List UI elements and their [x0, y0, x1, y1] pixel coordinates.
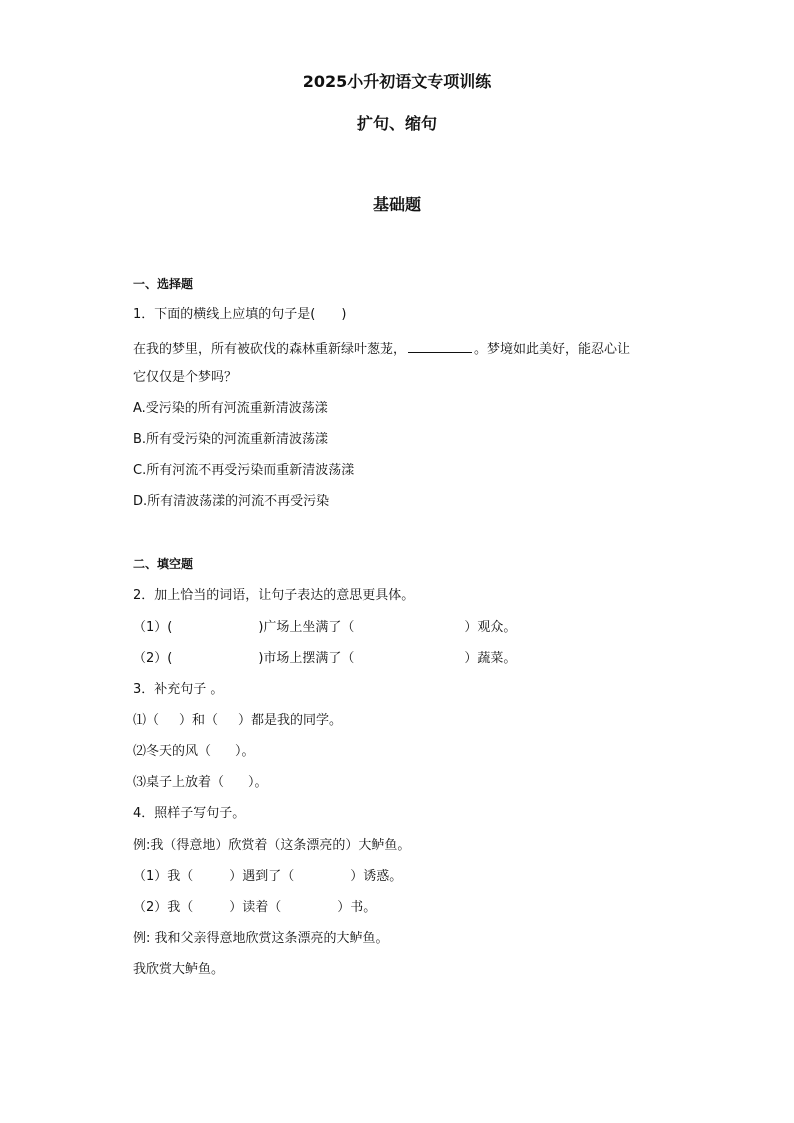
- passage-text-a: 在我的梦里，所有被砍伐的森林重新绿叶葱茏，: [133, 342, 407, 357]
- text-segment: ）都是我的同学。: [238, 713, 343, 728]
- text-segment: ）书。: [337, 900, 377, 915]
- option-d[interactable]: D.所有清波荡漾的河流不再受污染: [133, 494, 330, 509]
- text-segment: （1）(: [133, 620, 173, 635]
- text-segment: （2）我（: [133, 900, 194, 915]
- question-1-passage-line-1: [133, 340, 630, 356]
- question-4-example-2: 例: 我和父亲得意地欣赏这条漂亮的大鲈鱼。: [133, 931, 389, 946]
- question-4-answer-line: 我欣赏大鲈鱼。: [133, 962, 225, 977]
- question-2-stem: 2．加上恰当的词语，让句子表达的意思更具体。: [133, 588, 415, 603]
- text-segment: )广场上坐满了（: [258, 620, 355, 635]
- text-segment: ⑶桌子上放着（: [133, 775, 225, 790]
- text-segment: ）。: [248, 775, 268, 790]
- question-2-item-1: [133, 621, 516, 634]
- option-c[interactable]: C.所有河流不再受污染而重新清波荡漾: [133, 463, 355, 478]
- question-3-item-1: [133, 714, 342, 727]
- question-4-stem: 4．照样子写句子。: [133, 806, 246, 821]
- text-segment: )市场上摆满了（: [258, 651, 355, 666]
- section-heading-choice: 一、选择题: [133, 277, 194, 291]
- document-title: 2025小升初语文专项训练: [302, 72, 492, 91]
- text-segment: ）。: [235, 744, 255, 759]
- text-segment: （2）(: [133, 651, 173, 666]
- question-4-example-1: 例:我（得意地）欣赏着（这条漂亮的）大鲈鱼。: [133, 838, 411, 853]
- question-4-item-1: [133, 870, 402, 883]
- question-2-item-2: [133, 652, 516, 665]
- question-1-passage-line-2: 它仅仅是个梦吗？: [133, 370, 238, 385]
- document-subtitle: 扩句、缩句: [356, 114, 437, 133]
- question-4-item-2: [133, 901, 376, 914]
- question-3-item-3: [133, 776, 268, 789]
- text-segment: ⑴（: [133, 713, 160, 728]
- answer-blank[interactable]: [408, 340, 472, 353]
- text-segment: ）观众。: [464, 620, 517, 635]
- text-segment: ）诱惑。: [350, 869, 403, 884]
- text-segment: ）和（: [179, 713, 219, 728]
- question-3-stem: 3．补充句子 。: [133, 682, 224, 697]
- text-segment: ）读着（: [229, 900, 282, 915]
- text-segment: （1）我（: [133, 869, 194, 884]
- option-b[interactable]: B.所有受污染的河流重新清波荡漾: [133, 432, 329, 447]
- passage-text-b: 。梦境如此美好，能忍心让: [474, 342, 631, 357]
- section-heading-fill: 二、填空题: [133, 557, 194, 571]
- text-segment: ）蔬菜。: [464, 651, 517, 666]
- question-3-item-2: [133, 745, 255, 758]
- question-1-stem: 1．下面的横线上应填的句子是( ): [133, 307, 347, 322]
- difficulty-level-heading: 基础题: [372, 195, 421, 214]
- text-segment: ）遇到了（: [229, 869, 295, 884]
- text-segment: ⑵冬天的风（: [133, 744, 212, 759]
- option-a[interactable]: A.受污染的所有河流重新清波荡漾: [133, 401, 328, 416]
